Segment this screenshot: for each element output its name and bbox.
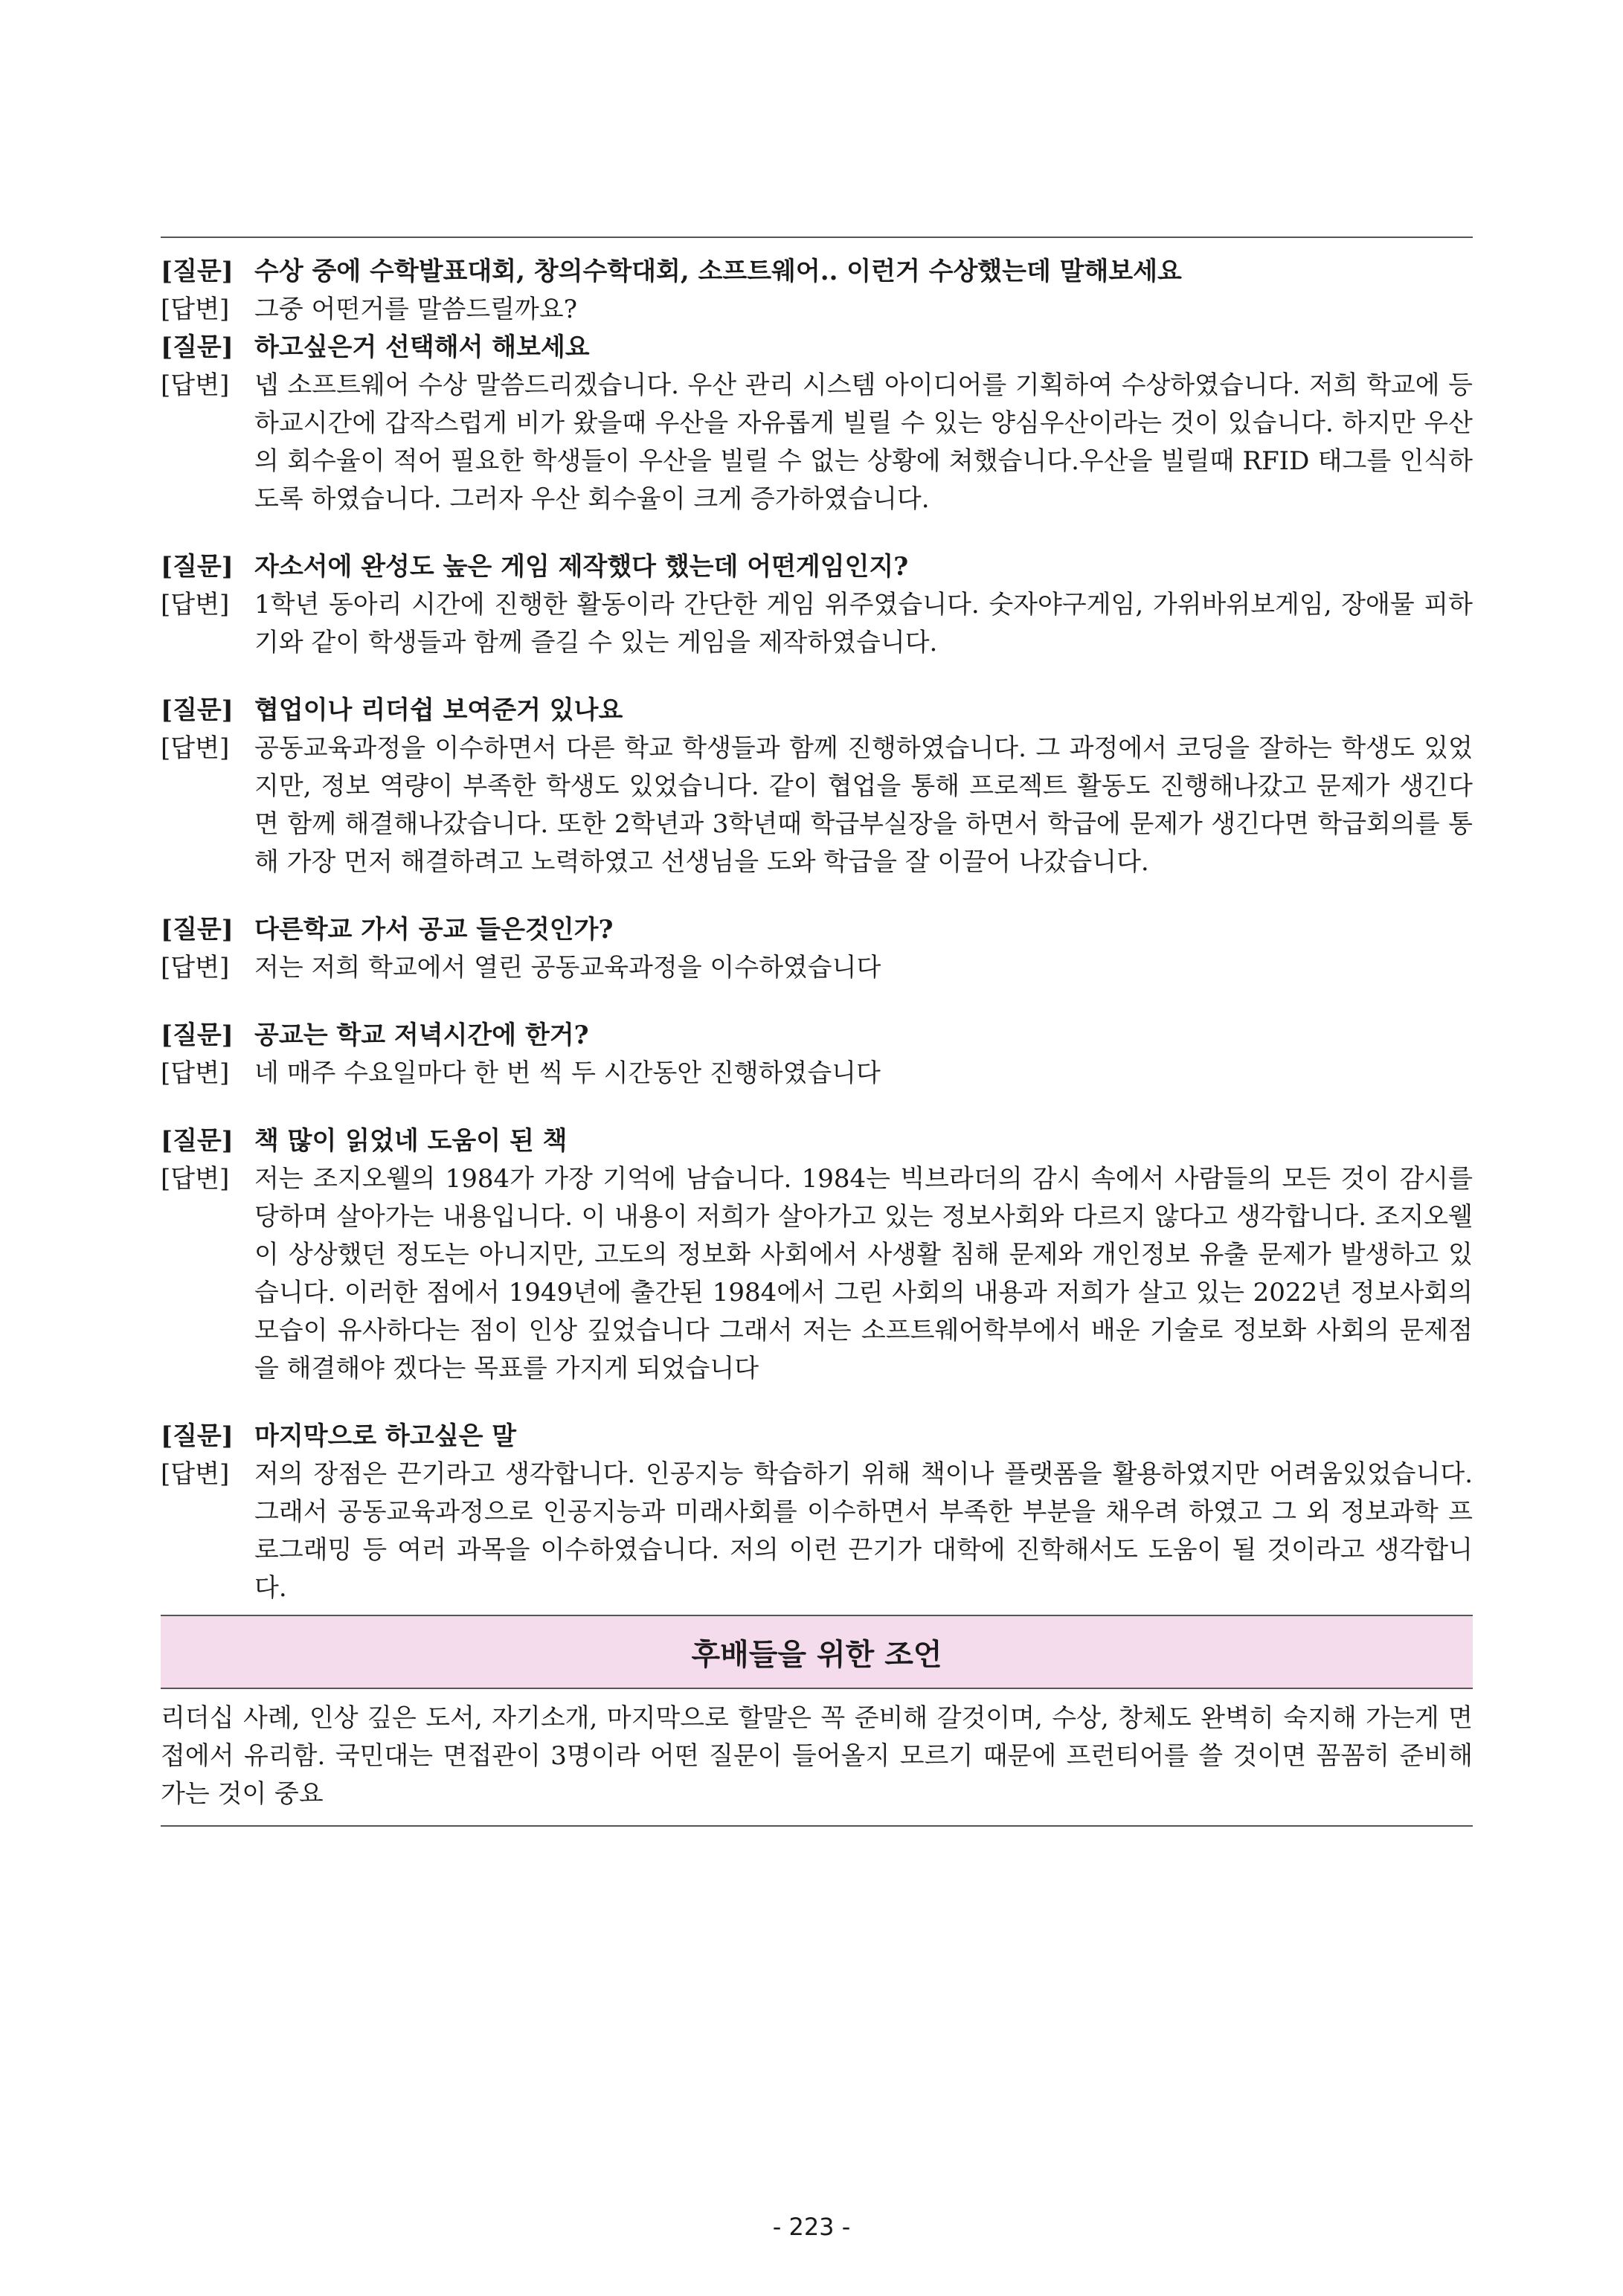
- answer-row: [161, 291, 1473, 329]
- answer-row: [161, 1055, 1473, 1093]
- answer-text: 넵 소프트웨어 수상 말씀드리겠습니다. 우산 관리 시스템 아이디어를 기획하여 수상하였습니다. 저희 학교에 등하교시간에 갑작스럽게 비가 왔을때 우산을 자유롭게 빌릴 수 있는 양심우산이라는 것이 있습니다. 하지만 우산의 회수율이 적어 필요한 학생들이 우산을 빌릴 수 없는 상황에 쳐했습니다.우산을 빌릴때 RFID 태그를 인식하도록 하였습니다. 그러자 우산 회수율이 크게 증가하였습니다.: [254, 370, 1473, 514]
- answer-text: 공동교육과정을 이수하면서 다른 학교 학생들과 함께 진행하였습니다. 그 과정에서 코딩을 잘하는 학생도 있었지만, 정보 역량이 부족한 학생도 있었습니다. 같이 협업을 통해 프로젝트 활동도 진행해나갔고 문제가 생긴다면 함께 해결해나갔습니다. 또한 2학년과 3학년때 학급부실장을 하면서 학급에 문제가 생긴다면 학급회의를 통해 가장 먼저 해결하려고 노력하였고 선생님을 도와 학급을 잘 이끌어 나갔습니다.: [254, 733, 1473, 877]
- advice-body: 리더십 사례, 인상 깊은 도서, 자기소개, 마지막으로 할말은 꼭 준비해 갈것이며, 수상, 창체도 완벽히 숙지해 가는게 면접에서 유리함. 국민대는 면접관이 3명이라 어떤 질문이 들어올지 모르기 때문에 프런티어를 쓸 것이면 꼼꼼히 준비해 가는 것이 중요: [161, 1689, 1473, 1827]
- question-text: 공교는 학교 저녁시간에 한거?: [254, 1020, 589, 1050]
- question-tag: [질문]: [161, 1126, 234, 1156]
- answer-text: 저는 조지오웰의 1984가 가장 기억에 남습니다. 1984는 빅브라더의 감시 속에서 사람들의 모든 것이 감시를 당하며 살아가는 내용입니다. 이 내용이 저희가 살아가고 있는 정보사회와 다르지 않다고 생각합니다. 조지오웰이 상상했던 정도는 아니지만, 고도의 정보화 사회에서 사생활 침해 문제와 개인정보 유출 문제가 발생하고 있습니다. 이러한 점에서 1949년에 출간된 1984에서 그린 사회의 내용과 저희가 살고 있는 2022년 정보사회의 모습이 유사하다는 점이 인상 깊었습니다 그래서 저는 소프트웨어학부에서 배운 기술로 정보화 사회의 문제점을 해결해야 겠다는 목표를 가지게 되었습니다: [254, 1164, 1473, 1383]
- answer-tag: [답변]: [161, 733, 230, 763]
- top-rule: [161, 237, 1473, 238]
- advice-heading-bar: [161, 1615, 1473, 1689]
- question-tag: [질문]: [161, 257, 234, 286]
- qa-item: [161, 1418, 1473, 1607]
- answer-tag: [답변]: [161, 1058, 230, 1088]
- question-row: [161, 1017, 1473, 1055]
- answer-row: [161, 730, 1473, 881]
- question-text: 수상 중에 수학발표대회, 창의수학대회, 소프트웨어.. 이런거 수상했는데 말해보세요: [254, 257, 1182, 286]
- answer-text: 그중 어떤거를 말씀드릴까요?: [254, 295, 577, 324]
- answer-tag: [답변]: [161, 590, 230, 620]
- question-row: [161, 329, 1473, 367]
- answer-row: [161, 586, 1473, 662]
- qa-item: [161, 1122, 1473, 1388]
- question-text: 자소서에 완성도 높은 게임 제작했다 했는데 어떤게임인지?: [254, 552, 909, 582]
- answer-row: [161, 1456, 1473, 1607]
- question-row: [161, 1418, 1473, 1456]
- answer-tag: [답변]: [161, 1459, 230, 1489]
- answer-text: 네 매주 수요일마다 한 번 씩 두 시간동안 진행하였습니다: [254, 1058, 881, 1088]
- answer-tag: [답변]: [161, 370, 230, 400]
- question-text: 하고싶은거 선택해서 해보세요: [254, 332, 590, 362]
- question-row: [161, 253, 1473, 291]
- qa-item: [161, 329, 1473, 518]
- question-tag: [질문]: [161, 1020, 234, 1050]
- qa-item: [161, 1017, 1473, 1093]
- qa-item: [161, 253, 1473, 329]
- question-text: 협업이나 리더쉽 보여준거 있나요: [254, 695, 623, 725]
- interview-qa-list: [161, 253, 1473, 1607]
- question-text: 마지막으로 하고싶은 말: [254, 1421, 517, 1451]
- answer-text: 저의 장점은 끈기라고 생각합니다. 인공지능 학습하기 위해 책이나 플랫폼을 활용하였지만 어려움있었습니다. 그래서 공동교육과정으로 인공지능과 미래사회를 이수하면서 부족한 부분을 채우려 하였고 그 외 정보과학 프로그래밍 등 여러 과목을 이수하였습니다. 저의 이런 끈기가 대학에 진학해서도 도움이 될 것이라고 생각합니다.: [254, 1459, 1473, 1603]
- advice-heading: 후배들을 위한 조언: [691, 1637, 942, 1672]
- answer-row: [161, 1160, 1473, 1388]
- answer-row: [161, 949, 1473, 987]
- question-row: [161, 911, 1473, 949]
- question-text: 다른학교 가서 공교 들은것인가?: [254, 915, 614, 945]
- answer-row: [161, 367, 1473, 518]
- answer-text: 저는 저희 학교에서 열린 공동교육과정을 이수하였습니다: [254, 953, 881, 983]
- answer-tag: [답변]: [161, 1164, 230, 1194]
- page-content: [161, 237, 1473, 1827]
- answer-tag: [답변]: [161, 295, 230, 324]
- answer-text: 1학년 동아리 시간에 진행한 활동이라 간단한 게임 위주였습니다. 숫자야구게임, 가위바위보게임, 장애물 피하기와 같이 학생들과 함께 즐길 수 있는 게임을 제작하였습니다.: [254, 590, 1473, 657]
- question-row: [161, 692, 1473, 730]
- question-row: [161, 1122, 1473, 1160]
- question-tag: [질문]: [161, 695, 234, 725]
- question-text: 책 많이 읽었네 도움이 된 책: [254, 1126, 568, 1156]
- question-tag: [질문]: [161, 1421, 234, 1451]
- qa-item: [161, 911, 1473, 987]
- question-row: [161, 548, 1473, 586]
- question-tag: [질문]: [161, 332, 234, 362]
- qa-item: [161, 692, 1473, 881]
- qa-item: [161, 548, 1473, 662]
- page-number: - 223 -: [772, 2213, 851, 2241]
- answer-tag: [답변]: [161, 953, 230, 983]
- question-tag: [질문]: [161, 552, 234, 582]
- question-tag: [질문]: [161, 915, 234, 945]
